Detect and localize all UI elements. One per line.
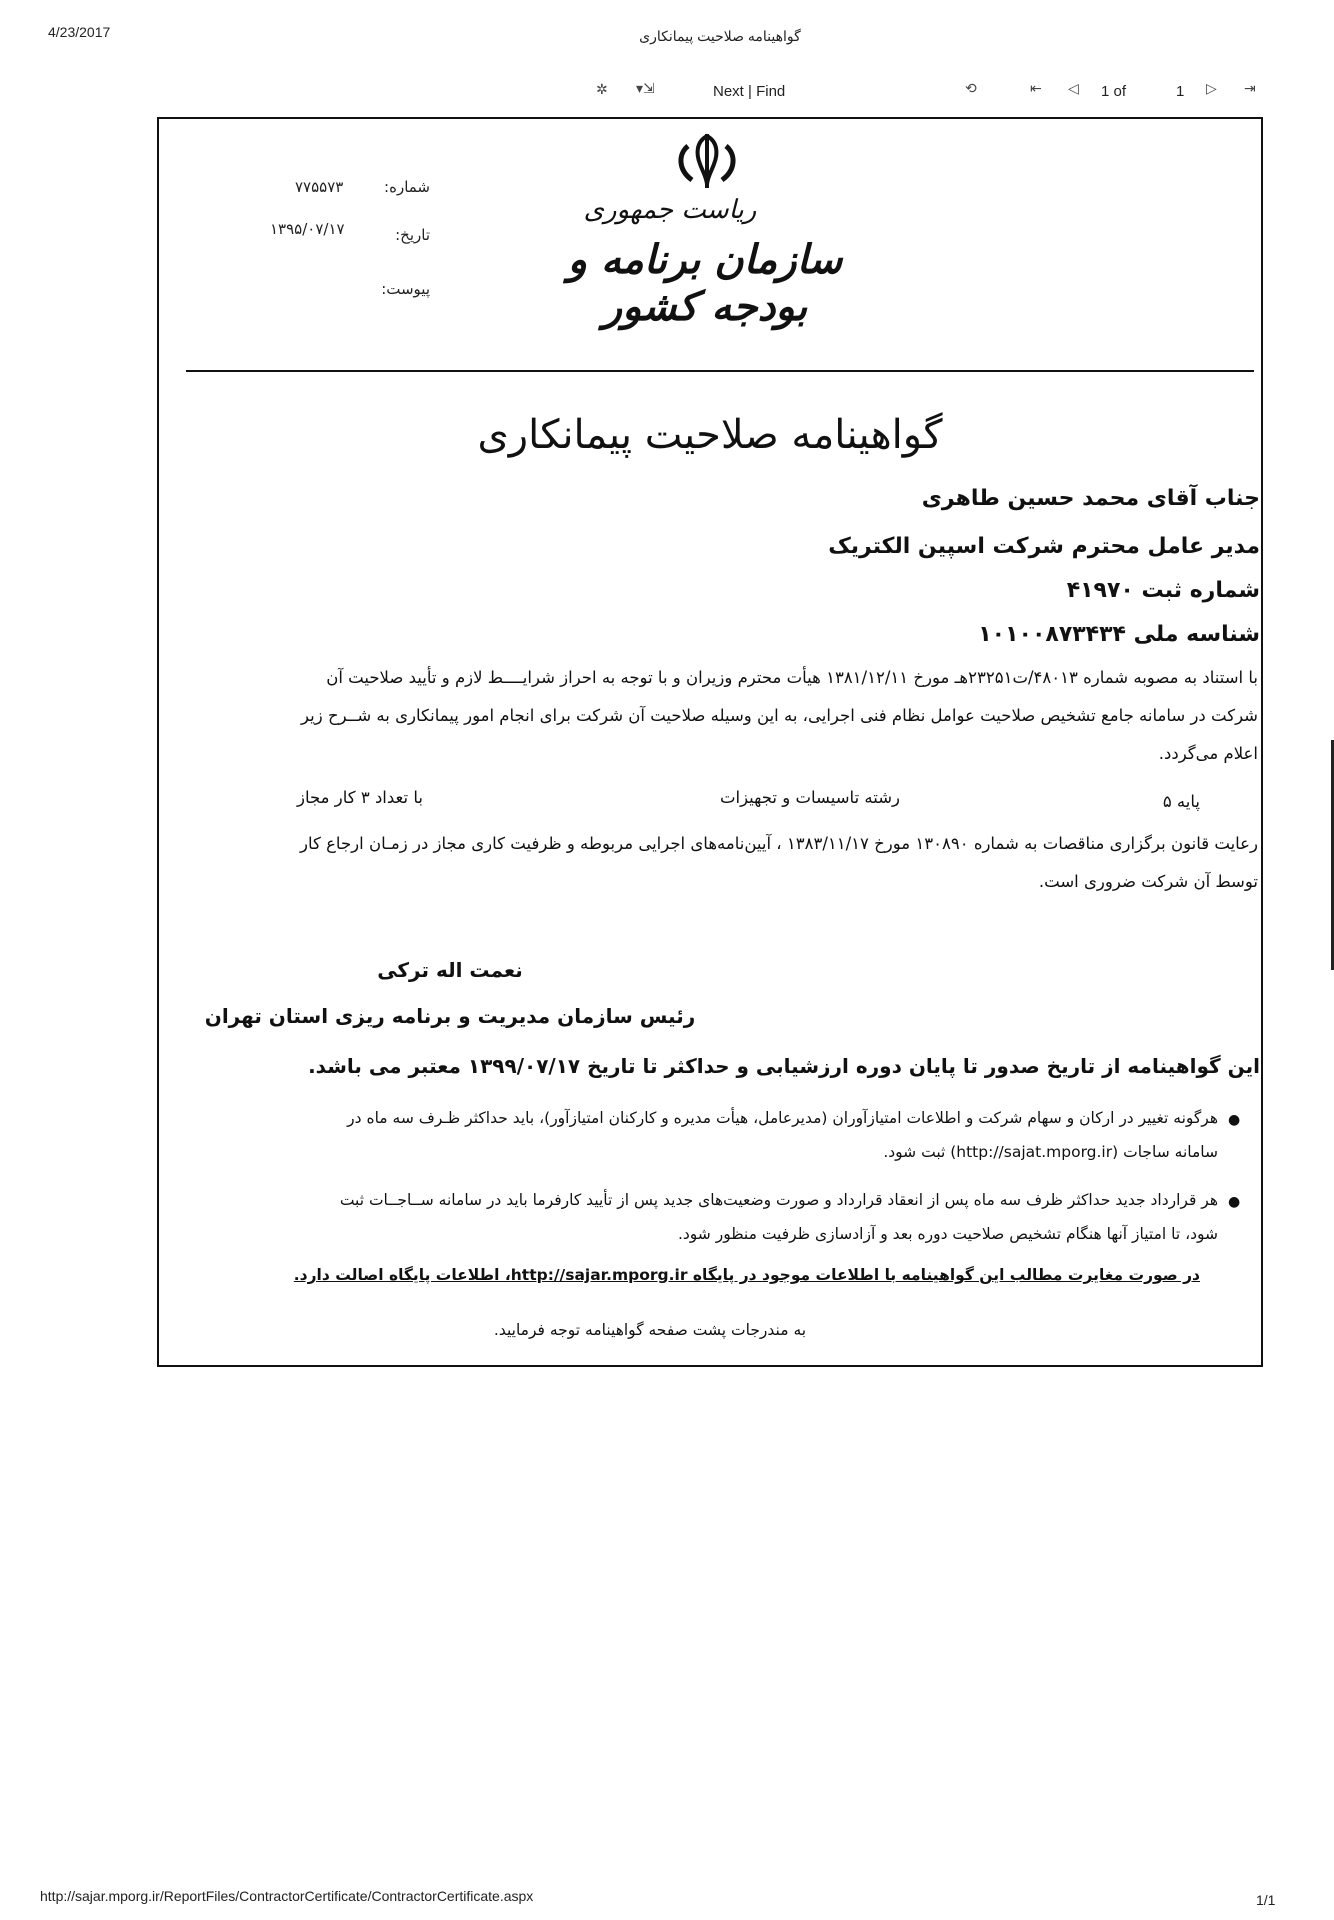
number-label: شماره: [384, 178, 430, 196]
page-of-label: 1 of [1101, 83, 1127, 100]
org-line2: سازمان برنامه و بودجه کشور [567, 236, 843, 330]
org-line1: ریاست جمهوری [583, 195, 757, 225]
law-line-2: توسط آن شرکت ضروری است. [1038, 872, 1258, 891]
page-current-field[interactable]: 1 [1176, 83, 1185, 100]
print-footer-url: http://sajar.mporg.ir/ReportFiles/ContractorCertificate/ContractorCertificate.aspx [40, 1888, 534, 1904]
iran-emblem-icon [666, 132, 748, 190]
print-page-title: گواهینامه صلاحیت پیمانکاری [639, 28, 801, 44]
number-value: ۷۷۵۵۷۳ [295, 178, 344, 196]
discrepancy-notice: در صورت مغایرت مطالب این گواهینامه با اطلاعات موجود در پایگاه http://sajar.mporg.ir، اطلاعات پایگاه اصالت دارد. [293, 1266, 1200, 1284]
bullet-2-line-1: هر قرارداد جدید حداکثر ظرف سه ماه پس از انعقاد قرارداد و صورت وضعیت‌های جدید پس از تأیید کارفرما باید در سامانه ســاجــات ثبت [339, 1191, 1218, 1209]
bullet-1-line-1: هرگونه تغییر در ارکان و سهام شرکت و اطلاعات امتیازآوران (مدیرعامل، هیأت مدیره و کارکنان امتیازآور)، باید حداکثر ظـرف سه ماه در [347, 1109, 1218, 1127]
attachment-label: پیوست: [381, 280, 430, 298]
refresh-icon[interactable]: ⟲ [965, 81, 977, 97]
last-page-icon[interactable]: ⇥ [1244, 81, 1256, 97]
law-line-1: رعایت قانون برگزاری مناقصات به شماره ۱۳۰۸۹۰ مورخ ۱۳۸۳/۱۱/۱۷ ، آیین‌نامه‌های اجرایی مربوطه و ظرفیت کاری مجاز در زمـان ارجاع کار [299, 834, 1258, 853]
viewer-toolbar [590, 80, 1270, 104]
next-page-icon[interactable]: ▷ [1206, 81, 1217, 97]
signer-title: رئیس سازمان مدیریت و برنامه ریزی استان تهران [204, 1004, 696, 1028]
field: رشته تاسیسات و تجهیزات [719, 788, 901, 807]
date-value: ۱۳۹۵/۰۷/۱۷ [270, 220, 345, 238]
find-next-link[interactable]: Next | Find [713, 83, 786, 100]
recipient: جناب آقای محمد حسین طاهری [921, 486, 1260, 511]
first-page-icon[interactable]: ⇤ [1030, 81, 1042, 97]
body-line-2: شرکت در سامانه جامع تشخیص صلاحیت عوامل نظام فنی اجرایی، به این وسیله صلاحیت آن شرکت برای انجام امور پیمانکاری به شــرح زیر [301, 706, 1258, 725]
validity-statement: این گواهینامه از تاریخ صدور تا پایان دوره ارزشیابی و حداکثر تا تاریخ ۱۳۹۹/۰۷/۱۷ معتبر می باشد. [308, 1054, 1260, 1078]
bullet-1-dot: ● [1228, 1112, 1241, 1128]
bullet-1-line-2: سامانه ساجات (http://sajat.mporg.ir) ثبت شود. [883, 1143, 1218, 1161]
prev-page-icon[interactable]: ◁ [1068, 81, 1079, 97]
work-count: با تعداد ۳ کار مجاز [297, 788, 423, 807]
bullet-2-line-2: شود، تا امتیاز آنها هنگام تشخیص صلاحیت دوره بعد و آزادسازی ظرفیت منظور شود. [677, 1225, 1218, 1243]
grade: پایه ۵ [1162, 792, 1200, 811]
print-date: 4/23/2017 [48, 24, 111, 40]
national-id: شناسه ملی ۱۰۱۰۰۸۷۳۴۳۴ [978, 622, 1260, 647]
body-line-3: اعلام می‌گردد. [1158, 744, 1258, 763]
certificate-title: گواهینامه صلاحیت پیمانکاری [477, 412, 943, 458]
bullet-2-dot: ● [1228, 1194, 1241, 1210]
date-label: تاریخ: [395, 226, 430, 244]
settings-icon[interactable]: ✲ [596, 82, 608, 98]
body-line-1: با استناد به مصوبه شماره ۴۸۰۱۳/ت۲۳۲۵۱هـ مورخ ۱۳۸۱/۱۲/۱۱ هیأت محترم وزیران و با توجه به احراز شرایــــط لازم و تأیید صلاحیت آن [326, 668, 1258, 687]
registration-number: شماره ثبت ۴۱۹۷۰ [1066, 578, 1260, 603]
signer-name: نعمت اله ترکی [377, 958, 523, 982]
position: مدیر عامل محترم شرکت اسپین الکتریک [828, 534, 1260, 559]
header-divider [186, 370, 1254, 372]
back-page-note: به مندرجات پشت صفحه گواهینامه توجه فرمایید. [493, 1321, 807, 1339]
print-footer-page: 1/1 [1256, 1892, 1276, 1908]
export-icon[interactable]: ▾⇲ [636, 81, 655, 97]
